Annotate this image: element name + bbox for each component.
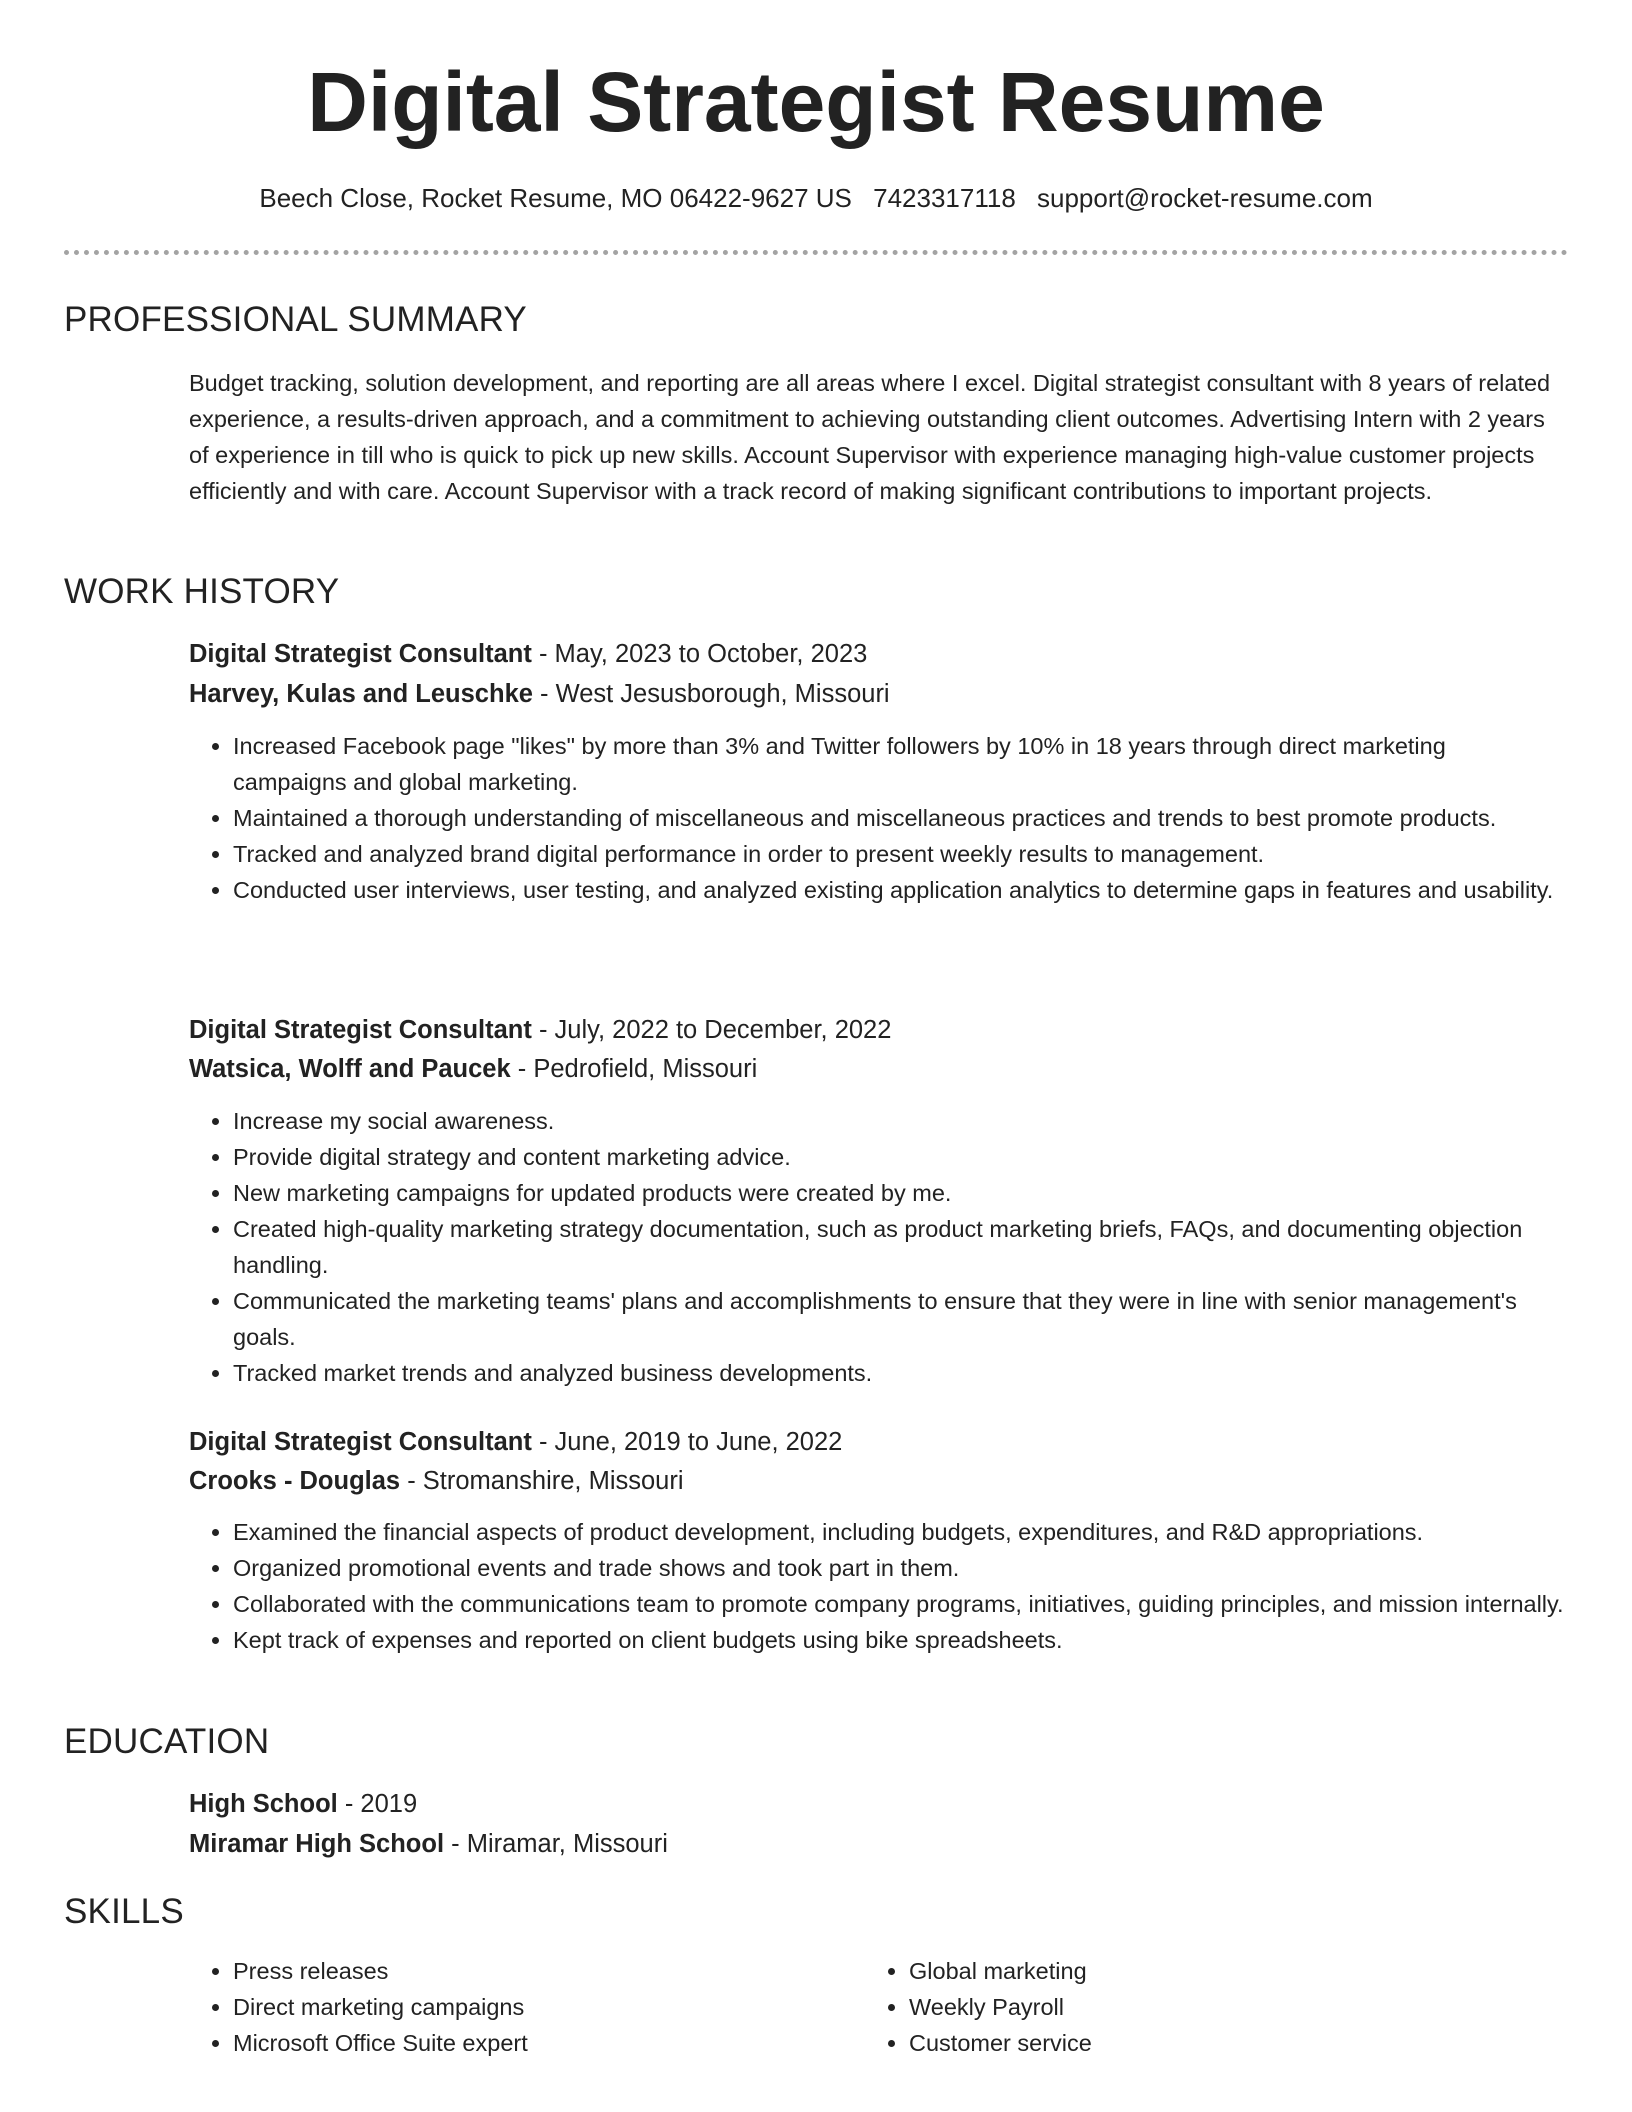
job-bullet: • Increased Facebook page "likes" by more than 3% and Twitter followers by 10% in 18 years through direct marketing campaigns and global marketing. <box>233 728 1564 800</box>
skill-item: • Press releases <box>233 1953 789 1989</box>
job-role: Digital Strategist Consultant <box>189 1016 532 1044</box>
job-company: Harvey, Kulas and Leuschke <box>189 680 533 708</box>
job-bullet: • Conducted user interviews, user testing, and analyzed existing application analytics to determine gaps in features and usability. <box>233 872 1564 908</box>
job-title-line <box>189 634 867 674</box>
education-degree-line <box>189 1784 417 1824</box>
job-bullet: • Organized promotional events and trade shows and took part in them. <box>233 1550 1564 1586</box>
skill-item: • Direct marketing campaigns <box>233 1989 789 2025</box>
header-divider <box>64 250 1568 255</box>
summary-text: Budget tracking, solution development, and reporting are all areas where I excel. Digital strategist consultant with 8 years of related experience, a results-driven approach, and a commitment to achieving outstanding client outcomes. Advertising Intern with 2 years of experience in till who is quick to pick up new skills. Account Supervisor with experience managing high-value customer projects efficiently and with care. Account Supervisor with a track record of making significant contributions to important projects. <box>189 370 1551 504</box>
job-bullet: • Examined the financial aspects of product development, including budgets, expenditures, and R&D appropriations. <box>233 1514 1564 1550</box>
job-bullet: • Tracked and analyzed brand digital performance in order to present weekly results to management. <box>233 836 1564 872</box>
job-bullet: • Increase my social awareness. <box>233 1103 1564 1139</box>
job-company-line <box>189 674 890 714</box>
job-bullet: • Maintained a thorough understanding of miscellaneous and miscellaneous practices and trends to best promote products. <box>233 800 1564 836</box>
job-location: - Pedrofield, Missouri <box>510 1055 758 1083</box>
job-bullet: • Communicated the marketing teams' plans and accomplishments to ensure that they were in line with senior management's goals. <box>233 1283 1564 1355</box>
skills-list-left <box>189 1953 789 2061</box>
job-bullet: • Kept track of expenses and reported on client budgets using bike spreadsheets. <box>233 1622 1564 1658</box>
education-location: - Miramar, Missouri <box>444 1830 668 1858</box>
resume-title: Digital Strategist Resume <box>307 55 1325 149</box>
contact-phone: 7423317118 <box>873 183 1016 213</box>
education-school: Miramar High School <box>189 1830 445 1858</box>
job-bullets <box>189 728 1564 908</box>
job-title-line <box>189 1010 891 1050</box>
job-company: Watsica, Wolff and Paucek <box>189 1055 511 1083</box>
job-dates: - July, 2022 to December, 2022 <box>531 1016 892 1044</box>
section-title-work-history: WORK HISTORY <box>64 572 340 611</box>
contact-email: support@rocket-resume.com <box>1037 183 1373 213</box>
education-school-line <box>189 1824 668 1864</box>
job-company: Crooks - Douglas <box>189 1467 401 1495</box>
job-bullets <box>189 1514 1564 1658</box>
job-bullet: • Provide digital strategy and content marketing advice. <box>233 1139 1564 1175</box>
job-role: Digital Strategist Consultant <box>189 640 532 668</box>
education-year: - 2019 <box>337 1790 418 1818</box>
skills-list-right <box>865 1953 1465 2061</box>
section-title-education: EDUCATION <box>64 1722 270 1761</box>
skill-item: • Weekly Payroll <box>909 1989 1465 2025</box>
job-dates: - May, 2023 to October, 2023 <box>531 640 868 668</box>
section-title-summary: PROFESSIONAL SUMMARY <box>64 300 527 339</box>
job-location: - West Jesusborough, Missouri <box>532 680 890 708</box>
skill-item: • Global marketing <box>909 1953 1465 1989</box>
job-location: - Stromanshire, Missouri <box>400 1467 684 1495</box>
skill-item: • Customer service <box>909 2025 1465 2061</box>
job-bullet: • Collaborated with the communications team to promote company programs, initiatives, guiding principles, and mission internally. <box>233 1586 1564 1622</box>
education-degree: High School <box>189 1790 338 1818</box>
job-role: Digital Strategist Consultant <box>189 1428 532 1456</box>
job-bullet: • New marketing campaigns for updated products were created by me. <box>233 1175 1564 1211</box>
job-company-line <box>189 1461 684 1501</box>
contact-line <box>0 178 1632 218</box>
job-company-line <box>189 1049 757 1089</box>
section-title-skills: SKILLS <box>64 1892 184 1931</box>
skill-item: • Microsoft Office Suite expert <box>233 2025 789 2061</box>
job-bullet: • Created high-quality marketing strategy documentation, such as product marketing briefs, FAQs, and documenting objection handling. <box>233 1211 1564 1283</box>
contact-address: Beech Close, Rocket Resume, MO 06422-9627 US <box>259 183 852 213</box>
job-dates: - June, 2019 to June, 2022 <box>531 1428 843 1456</box>
job-bullets <box>189 1103 1564 1391</box>
job-title-line <box>189 1422 842 1462</box>
job-bullet: • Tracked market trends and analyzed business developments. <box>233 1355 1564 1391</box>
